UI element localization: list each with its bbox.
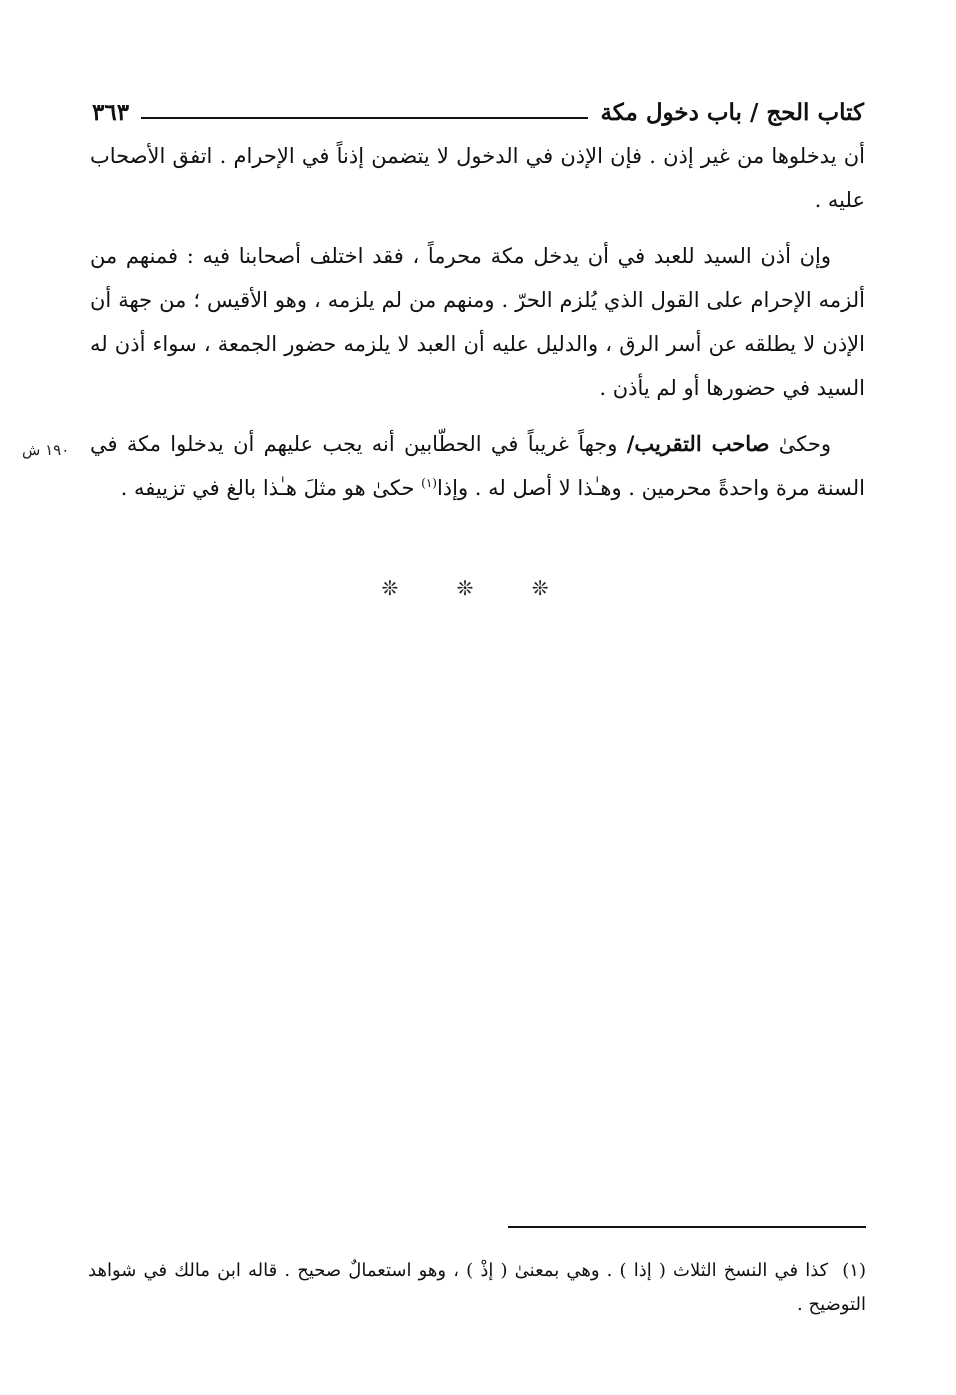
running-header bbox=[92, 88, 864, 128]
footnote-rule bbox=[508, 1226, 866, 1228]
footnote-number: (١) bbox=[842, 1260, 866, 1281]
footnote-text: كذا في النسخ الثلاث ( إذا ) . وهي بمعنىٰ ( إذْ ) ، وهو استعمالٌ صحيح . قاله ابن مالك في شواهد التوضيح . bbox=[88, 1260, 866, 1315]
paragraph-3-end: حكىٰ هو مثلَ هـٰذا بالغ في تزييفه . bbox=[120, 476, 415, 500]
paragraph-3 bbox=[90, 422, 865, 510]
book-reference: صاحب التقريب/ bbox=[626, 431, 770, 456]
page-number: ٣٦٣ bbox=[92, 99, 130, 126]
footnote-marker[interactable]: (١) bbox=[421, 476, 437, 490]
paragraph-2: وإن أذن السيد للعبد في أن يدخل مكة محرماً ، فقد اختلف أصحابنا فيه : فمنهم من ألزمه الإحرام على القول الذي يُلزم الحرّ . ومنهم من لم يلزمه ، وهو الأقيس ؛ من جهة أن الإذن لا يطلقه عن أسر الرق ، والدليل عليه أن العبد لا يلزمه حضور الجمعة ، سواء أذن له السيد في حضورها أو لم يأذن . bbox=[90, 244, 865, 400]
main-text bbox=[90, 134, 865, 522]
paragraph-3-start: وحكىٰ bbox=[778, 432, 831, 456]
header-rule bbox=[141, 117, 588, 119]
section-separator: ❊ ❊ ❊ bbox=[381, 576, 575, 600]
paragraph-1: أن يدخلوها من غير إذن . فإن الإذن في الدخول لا يتضمن إذناً في الإحرام . اتفق الأصحاب عليه . bbox=[90, 144, 865, 212]
manuscript-folio-note: ١٩٠ ش bbox=[22, 441, 70, 459]
header-title: كتاب الحج / باب دخول مكة bbox=[600, 99, 864, 126]
footnote bbox=[88, 1254, 866, 1322]
paragraph-3-middle: وجهاً غريباً في الحطّابين أنه يجب عليهم أن يدخلوا مكة في السنة مرة واحدةً محرمين . وهـٰذا لا أصل له . وإذا bbox=[90, 432, 865, 500]
